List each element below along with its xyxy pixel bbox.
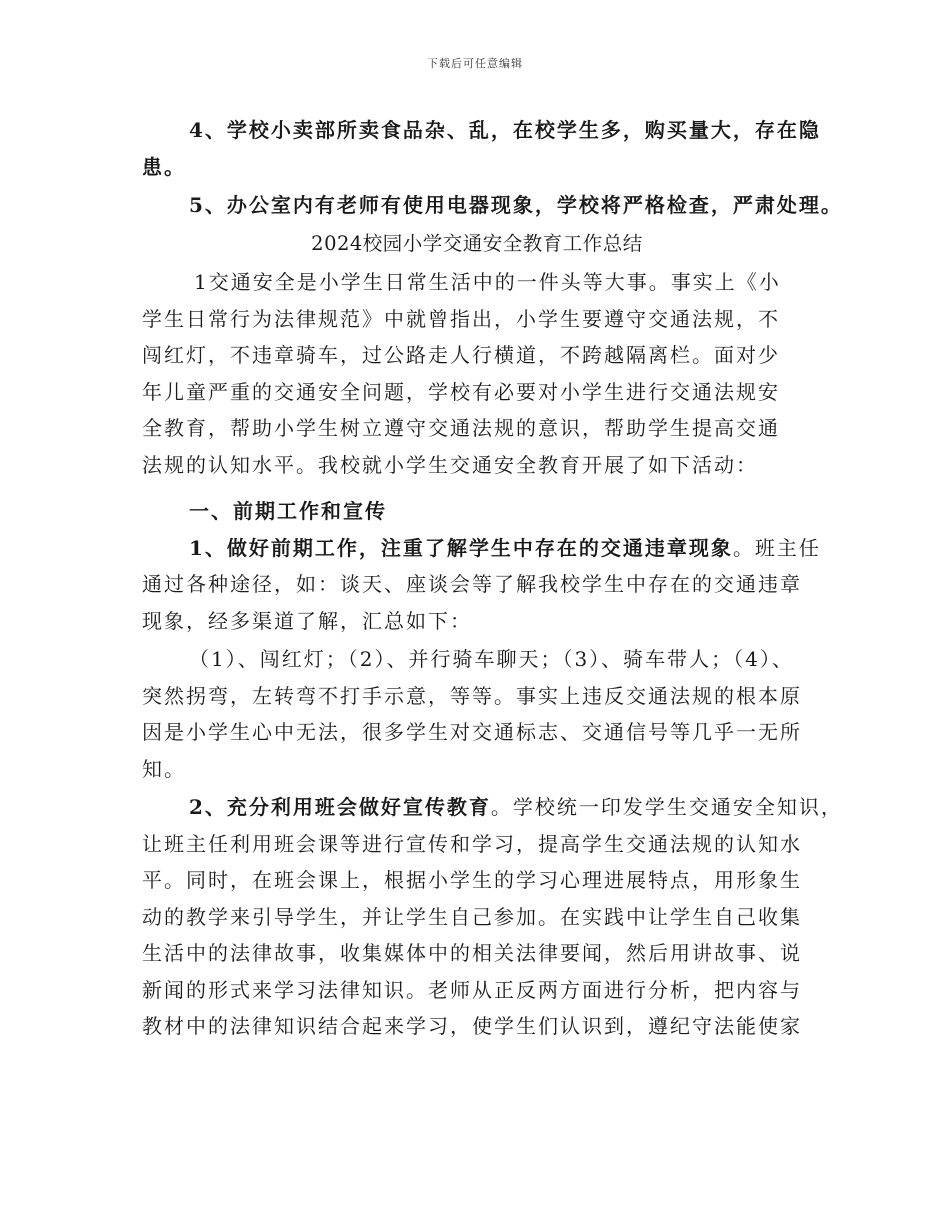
- paragraph-line: （1）、闯红灯；（2）、并行骑车聊天；（3）、骑车带人；（4）、: [189, 647, 794, 671]
- paragraph-2: [142, 641, 812, 787]
- intro-paragraph: [142, 264, 812, 483]
- paragraph-line: 教材中的法律知识结合起来学习，使学生们认识到，遵纪守法能使家: [142, 1014, 802, 1038]
- intro-line: 1交通安全是小学生日常生活中的一件头等大事。事实上《小: [194, 270, 781, 294]
- paragraph-1-rest: 。班主任: [732, 535, 821, 560]
- paragraph-3-lead: 2、充分利用班会做好宣传教育: [189, 795, 491, 819]
- intro-line: 全教育，帮助小学生树立遵守交通法规的意识，帮助学生提高交通: [142, 416, 780, 440]
- paragraph-line: 知。: [142, 756, 186, 781]
- paragraph-1-line-1: [142, 530, 821, 567]
- paragraph-1-lead: 1、做好前期工作，注重了解学生中存在的交通违章现象: [189, 535, 733, 560]
- paragraph-1: [142, 530, 821, 640]
- document-title: 2024校园小学交通安全教育工作总结: [311, 231, 643, 255]
- paragraph-3-line-1: [142, 789, 843, 826]
- paragraph-3-rest: 。学校统一印发学生交通安全知识，: [490, 795, 843, 819]
- intro-line: 闯红灯，不违章骑车，过公路走人行横道，不跨越隔离栏。面对少: [142, 343, 780, 367]
- paragraph-line: 让班主任利用班会课等进行宣传和学习，提高学生交通法规的认知水: [142, 831, 802, 856]
- paragraph-3: [142, 789, 843, 1045]
- paragraph-line: 通过各种途径，如：谈天、座谈会等了解我校学生中存在的交通违章: [142, 572, 802, 596]
- intro-line: 法规的认知水平。我校就小学生交通安全教育开展了如下活动：: [142, 452, 758, 477]
- intro-line: 学生日常行为法律规范》中就曾指出，小学生要遵守交通法规，不: [142, 306, 780, 331]
- paragraph-line: 生活中的法律故事，收集媒体中的相关法律要闻，然后用讲故事、说: [142, 941, 802, 965]
- item-4-line-2: 患。: [142, 154, 186, 179]
- paragraph-line: 新闻的形式来学习法律知识。老师从正反两方面进行分析，把内容与: [142, 977, 802, 1002]
- page-header: 下载后可任意编辑: [427, 57, 523, 70]
- section-heading: 一、前期工作和宣传: [189, 499, 387, 523]
- item-4-line-1: 4、学校小卖部所卖食品杂、乱，在校学生多，购买量大，存在隐: [189, 118, 821, 142]
- paragraph-line: 突然拐弯，左转弯不打手示意，等等。事实上违反交通法规的根本原: [142, 683, 802, 708]
- document-body: [142, 112, 843, 1045]
- paragraph-line: 因是小学生心中无法，很多学生对交通标志、交通信号等几乎一无所: [142, 720, 802, 744]
- intro-line: 年儿童严重的交通安全问题，学校有必要对小学生进行交通法规安: [142, 379, 780, 404]
- paragraph-line: 平。同时，在班会课上，根据小学生的学习心理进展特点，用形象生: [142, 868, 802, 892]
- item-5: 5、办公室内有老师有使用电器现象，学校将严格检查，严肃处理。: [189, 193, 843, 217]
- paragraph-line: 现象，经多渠道了解，汇总如下：: [142, 608, 472, 633]
- paragraph-line: 动的教学来引导学生，并让学生自己参加。在实践中让学生自己收集: [142, 904, 802, 929]
